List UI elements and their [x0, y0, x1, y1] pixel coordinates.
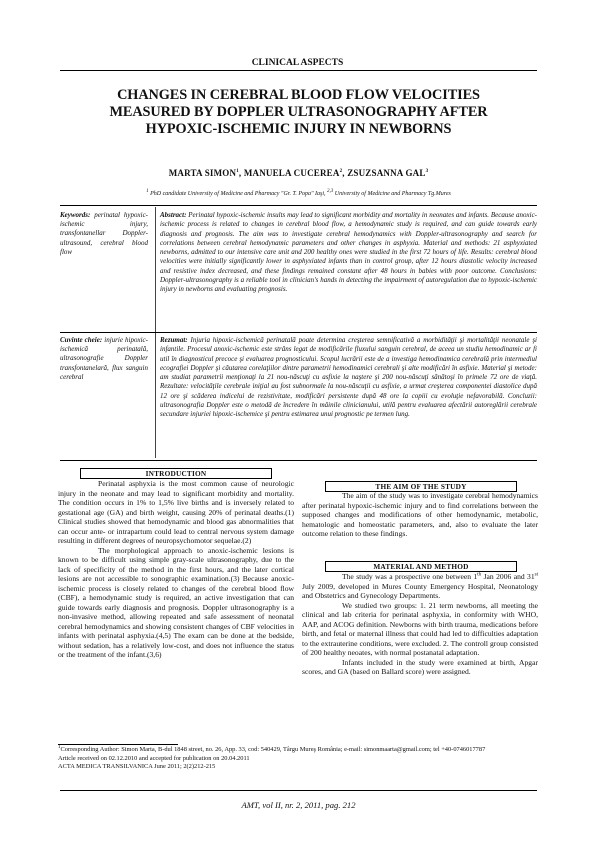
author-2-sup: 2 — [339, 169, 343, 174]
intro-paragraph-2: The morphological approach to anoxic-ischemic lesions is known to be difficult using simple gray-scale ultrasonography, due to the lack of specificity of the method in the first hours, and the later cortical lesions are not accessible to sonographic examination.(3) Because anoxic-ischemic process is closely related to changes of the cerebral blood flow (CBF), a hemodynamic study is required, an active investigation that can guide towards early diagnosis and prognosis. Doppler ultrasonography is a non-invasive method, allowing repeated and safe assessment of neonatal cerebral hemodynamics and showing consistent changes of CBF velocities in infants with perinatal asphyxia.(4,5) The exam can be done at the bedside, without sedation, has a relatively low-cost, and does not influence the status or the treatment of the infant.(3,6) — [58, 545, 294, 659]
abstract-ro-divider — [155, 333, 156, 458]
keywords-ro — [60, 336, 148, 382]
footer-rule — [60, 790, 537, 791]
affiliations — [60, 191, 537, 197]
methods-paragraph-3: Infants included in the study were examined at birth, Apgar scores, and GA (based on Ballard score) were assigned. — [302, 657, 538, 676]
methods-p1-sup1: th — [477, 572, 482, 578]
paper-title — [60, 87, 537, 138]
methods-paragraph-1 — [302, 572, 538, 601]
abstract-en-text: Perinatal hypoxic-ischemic insults may lead to significant morbidity and mortality in neonates and infants. Because anoxic-ischemic process is related to changes in cerebral blood flow, a hemodynamic study is required, and can guide towards early diagnosis and prognosis. The aim was to investigate cerebral hemodynamics with Doppler-ultrasonography and search for correlations between cerebral hemodynamic parameters and other changes in asphyxia. Material and methods: 21 asphyxiated newborns, admitted to our intensive care unit and 200 healthy ones were studied in the first 72 hours of life. Results: cerebral blood velocities were initially significantly lower in asphyxiated infants than in control group, after 12 hours diastolic velocity increased and resistive index decreased, and these findings remained constant after 48 hours in babies with poor outcome. Conclusions: Doppler-ultrasonography is a reliable tool in clinician's hands in detecting the impairment of autoregulation due to hypoxic-ischemic injury in newborns and evaluating prognosis. — [160, 211, 538, 294]
abstract-en-label: Abstract: — [160, 211, 187, 219]
title-line-2: MEASURED BY DOPPLER ULTRASONOGRAPHY AFTER — [109, 104, 488, 120]
footnote-line-3: ACTA MEDICA TRANSILVANICA June 2011; 2(2)212-215 — [58, 763, 216, 771]
methods-p1-b: Jan 2006 and 31 — [481, 572, 535, 581]
methods-p1-a: The study was a prospective one between 1 — [342, 572, 478, 581]
title-line-1: CHANGES IN CEREBRAL BLOOD FLOW VELOCITIES — [117, 87, 480, 103]
keywords-en-text: perinatal hypoxic-ischemic injury, transfontanellar Doppler-ultrasound, cerebral blood flow — [60, 211, 149, 256]
intro-paragraph-1: Perinatal asphyxia is the most common cause of neurologic injury in the neonate and may lead to significant morbidity and mortality. The condition occurs in 1% to 1,5% live births and is inversely related to gestational age (GA) and birth weight, causing 20% of perinatal deaths.(1) Clinical studies showed that hemodynamic and blood gas abnormalities that can occur ante- or intrapartum could lead to central nervous system damage resulting in different degrees of neuropsychomotor sequelae.(2) — [58, 479, 294, 545]
methods-body — [302, 572, 538, 677]
author-3: ZSUZSANNA GAL — [347, 168, 426, 178]
footnote-sup: 1 — [58, 744, 61, 750]
footnote — [58, 746, 538, 772]
keywords-en — [60, 211, 148, 257]
affil-rule — [60, 205, 537, 206]
methods-p1-c: July 2009, developed in Mures County Emergency Hospital, Neonatology and Obstetrics and Gynecology Departments. — [302, 581, 538, 600]
methods-p1-sup2: st — [534, 572, 538, 578]
footnote-line-2: Article received on 02.12.2010 and accepted for publication on 20.04.2011 — [58, 754, 250, 762]
keywords-ro-text: injurie hipoxic-ischemică perinatală, ultrasonografie Doppler transfontanelară, flux sanguin cerebral — [60, 336, 148, 381]
aim-paragraph: The aim of the study was to investigate cerebral hemodynamics after perinatal hypoxic-ischemic injury and to find correlations between the supposed changes and modifications of other hemodynamic, metabolic, hematologic and homeostatic parameters, and, also to evaluate the later outcome relation to these findings. — [302, 491, 538, 538]
abstract-ro-rule — [60, 460, 537, 461]
intro-heading: INTRODUCTION — [80, 468, 272, 479]
affil-sup-1: 1 — [146, 189, 149, 194]
title-line-3: HYPOXIC-ISCHEMIC INJURY IN NEWBORNS — [145, 121, 452, 137]
affil-2: University of Medicine and Pharmacy Tg.Mures — [334, 191, 451, 197]
author-3-sup: 3 — [425, 169, 429, 174]
abstract-en — [160, 211, 537, 295]
keywords-en-label: Keywords: — [60, 211, 91, 219]
abstract-ro — [160, 336, 537, 420]
author-2: MANUELA CUCEREA — [243, 168, 340, 178]
methods-paragraph-2: We studied two groups: 1. 21 term newborns, all meeting the clinical and lab criteria for perinatal asphyxia, in conformity with WHO, AAP, and ACOG definition. Newborns with birth trauma, medications before birth, and fetal or maternal illness that could had led to difficulties adaptation to the extrauterine conditions, were excluded. 2. The controll group consisted of 200 healthy neoates, with normal postanatal adaptation. — [302, 600, 538, 657]
affil-sup-2: 2,3 — [327, 189, 334, 194]
page-footer: AMT, vol II, nr. 2, 2011, pag. 212 — [241, 800, 356, 810]
abstract-en-rule — [60, 332, 537, 333]
author-list: MARTA SIMON$^1$, MANUELA CUCEREA$^2$, ZSUZSANNA GAL$^3$ — [168, 168, 429, 178]
aim-body — [302, 491, 538, 539]
footnote-line-1: Corresponding Author: Simon Marta, B-dul 1848 street, no. 26, App. 33, cod: 540429, Târgu Mureş România; e-mail: simonmaarta@gmail.com; tel +40-0746017787 — [60, 746, 486, 753]
author-1-sup: 1 — [236, 169, 239, 174]
footnote-rule — [58, 744, 178, 745]
affil-1: PhD candidate University of Medicine and Pharmacy "Gr. T. Popa" Iaşi, — [150, 191, 326, 197]
author-1: MARTA SIMON — [168, 168, 237, 178]
keywords-ro-label: Cuvinte cheie: — [60, 336, 103, 344]
aim-heading: THE AIM OF THE STUDY — [325, 481, 517, 492]
footnote-corresponding — [58, 746, 538, 755]
header-rule — [60, 70, 537, 71]
methods-heading: MATERIAL AND METHOD — [325, 561, 517, 572]
abstract-ro-text: Injuria hipoxic-ischemică perinatală poate determina creşterea semnificativă a morbidităţii şi mortalităţii neonatale şi infantile. Procesul anoxic-ischemic este strâns legat de modificările fluxului sanguin cerebral, de aceea un studiu hemodinamic ar fi util în diagnosticul precoce şi evaluarea prognosticului. Scopul lucrării este de a investiga hemodinamica cerebrală prin intermediul ecografiei Doppler şi căutarea corelaţiilor dintre parametrii hemodinamici cerebrali şi alte modificări în asfixie. Material şi metode: am studiat parametrii menţionaţi la 21 nou-născuţi cu asfixie la naştere şi 200 nou-născuţi sănătoşi în primele 72 ore de viaţă. Rezultate: velocităţile cerebrale iniţial au fost subnormale la nou-născuţii cu asfixie, a urmat creşterea componentei diastolice după 12 ore şi scăderea indicelui de rezistivitate, modificări persistente după 48 ore la copiii cu evoluţie nefavorabilă. Concluzii: ultrasonografia Doppler este o metodă de încredere în mâinile clinicianului, utilă pentru evaluarea afectării autoreglării cerebrale secundare injuriei hipoxic-ischemice şi pentru estimarea unui prognostic pe termen lung. — [160, 336, 538, 419]
intro-body — [58, 479, 294, 660]
section-header: CLINICAL ASPECTS — [251, 58, 344, 68]
abstract-ro-label: Rezumat: — [160, 336, 188, 344]
abstract-en-divider — [155, 207, 156, 332]
